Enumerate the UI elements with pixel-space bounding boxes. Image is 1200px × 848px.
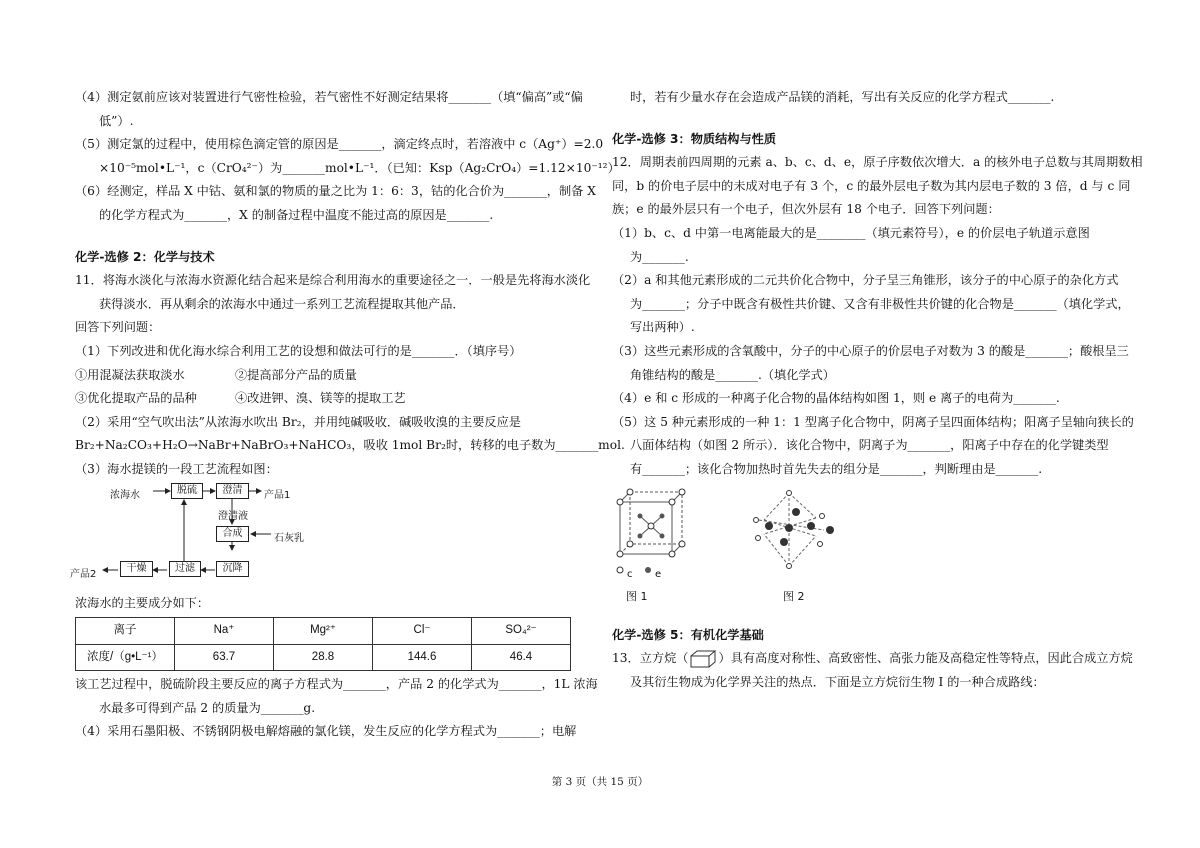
table-header-cell: Cl⁻ — [373, 618, 472, 645]
option-4: ④改进钾、溴、镁等的提取工艺 — [235, 391, 406, 406]
page-footer: 第 3 页（共 15 页） — [551, 776, 649, 788]
table-header-cell: Mg²⁺ — [274, 618, 373, 645]
flow-lime-label: 石灰乳 — [274, 532, 304, 544]
option-1: ①用混凝法获取淡水 — [75, 367, 185, 382]
q12-part5-line1: （5）这 5 种元素形成的一种 1：1 型离子化合物中，阴离子呈四面体结构；阳离子呈轴向狭长的 — [612, 414, 1134, 429]
q12-part3-line2: 角锥结构的酸是_______.（填化学式） — [630, 367, 835, 382]
table-header-cell: 离子 — [76, 618, 175, 645]
flow-clear-liquid-label: 澄清液 — [218, 510, 248, 522]
q13-line1 — [612, 647, 1132, 671]
crystal-figures — [612, 482, 912, 612]
q10-4-line2: 低”）. — [99, 113, 134, 128]
q10-4-line1: （4）测定氨前应该对装置进行气密性检验，若气密性不好测定结果将_______（填“偏高”或“偏 — [75, 90, 583, 104]
q11-part2-line1: （2）采用“空气吹出法”从浓海水吹出 Br₂，并用纯碱吸收．碱吸收溴的主要反应是 — [75, 414, 521, 429]
section-3-title: 化学-选修 3：物质结构与性质 — [612, 131, 777, 146]
q12-part2-line1: （2）a 和其他元素形成的二元共价化合物中，分子呈三角锥形，该分子的中心原子的杂化方式 — [612, 273, 1119, 288]
options-row-2 — [75, 387, 595, 411]
q11-part3b-line1: 该工艺过程中，脱硫阶段主要反应的离子方程式为_______，产品 2 的化学式为_______，1L 浓海 — [75, 677, 598, 692]
flow-filter-box: 过滤 — [169, 561, 201, 577]
table-cell: 63.7 — [175, 644, 274, 671]
option-3: ③优化提取产品的品种 — [75, 391, 197, 406]
table-cell: 46.4 — [472, 644, 571, 671]
left-column — [70, 86, 625, 744]
option-2: ②提高部分产品的质量 — [235, 367, 357, 382]
table-row-label: 浓度/（g•L⁻¹） — [76, 644, 175, 671]
q12-part1-line2: 为_______. — [630, 249, 689, 264]
q11-intro-line1: 11．将海水淡化与浓海水资源化结合起来是综合利用海水的重要途径之一．一般是先将海水淡化 — [75, 273, 591, 288]
q13-line1-post: ）具有高度对称性、高致密性、高张力能及高稳定性等特点，因此合成立方烷 — [718, 651, 1133, 666]
table-header-row — [76, 618, 571, 645]
q13-line1-pre: 13．立方烷（ — [612, 651, 689, 666]
q11-part2-line2: Br₂+Na₂CO₃+H₂O→NaBr+NaBrO₃+NaHCO₃，吸收 1mol Br₂时，转移的电子数为_______mol. — [75, 438, 625, 453]
flow-product2-label: 产品2 — [70, 568, 97, 580]
q12-intro-line3: 族；e 的最外层只有一个电子，但次外层有 18 个电子．回答下列问题： — [612, 202, 1000, 217]
figure-2-octahedron — [744, 488, 854, 578]
figure-1-legend-e: e — [655, 568, 662, 580]
q12-part3-line1: （3）这些元素形成的含氧酸中，分子的中心原子的价层电子对数为 3 的酸是_______；酸根呈三 — [612, 343, 1129, 358]
flow-synthesis-box: 合成 — [216, 526, 249, 542]
q12-part2-line3: 写出两种）. — [630, 320, 695, 335]
table-cell: 28.8 — [274, 644, 373, 671]
section-2-title: 化学-选修 2：化学与技术 — [75, 249, 215, 264]
options-row-1 — [75, 364, 595, 388]
composition-title: 浓海水的主要成分如下： — [75, 595, 210, 610]
flow-product1-label: 产品1 — [264, 489, 291, 501]
q11-prompt: 回答下列问题： — [75, 320, 161, 335]
q11-intro-line2: 获得淡水．再从剩余的浓海水中通过一系列工艺流程提取其他产品． — [99, 296, 465, 311]
q11-part3: （3）海水提镁的一段工艺流程如图： — [75, 461, 278, 476]
figure-1-caption: 图 1 — [626, 589, 648, 603]
table-header-cell: Na⁺ — [175, 618, 274, 645]
flow-input-label: 浓海水 — [110, 489, 140, 501]
q12-part4: （4）e 和 c 形成的一种离子化合物的晶体结构如图 1，则 e 离子的电荷为_______. — [612, 391, 1060, 406]
q10-6-line1: （6）经测定，样品 X 中钴、氨和氯的物质的量之比为 1：6：3，钴的化合价为_______，制备 X — [75, 184, 596, 199]
q12-part2-line2: 为_______；分子中既含有极性共价键、又含有非极性共价键的化合物是_______（填化学式， — [630, 296, 1130, 311]
flow-diagram — [70, 482, 375, 592]
q13-line2: 及其衍生物成为化学界关注的热点．下面是立方烷衍生物 I 的一种合成路线： — [630, 674, 1045, 689]
table-cell: 144.6 — [373, 644, 472, 671]
q11-part4-line2: 时，若有少量水存在会造成产品镁的消耗，写出有关反应的化学方程式_______. — [630, 90, 1055, 104]
q10-5-line2: ×10⁻⁵mol•L⁻¹，c（CrO₄²⁻）为_______mol•L⁻¹．（已知：Ksp（Ag₂CrO₄）=1.12×10⁻¹²） — [99, 160, 620, 175]
q12-part5-line3: 有_______；该化合物加热时首先失去的组分是_______，判断理由是_______. — [630, 461, 1043, 476]
figure-1-legend-c: c — [627, 568, 633, 580]
q12-intro-line2: 同，b 的价电子层中的未成对电子有 3 个，c 的最外层电子数为其内层电子数的 3 倍，d 与 c 同 — [612, 178, 1131, 193]
flow-clarify-box: 澄清 — [216, 483, 249, 499]
q11-part1: （1）下列改进和优化海水综合利用工艺的设想和做法可行的是_______．（填序号） — [75, 343, 522, 358]
q11-part4-line1: （4）采用石墨阳极、不锈钢阴极电解熔融的氯化镁，发生反应的化学方程式为_______；电解 — [75, 724, 577, 739]
ion-table — [75, 617, 571, 671]
q12-part5-line2: 八面体结构（如图 2 所示）．该化合物中，阴离子为_______，阳离子中存在的化学键类型 — [630, 438, 1109, 453]
q11-part3b-line2: 水最多可得到产品 2 的质量为_______g. — [99, 700, 316, 715]
figure-2-caption: 图 2 — [783, 589, 805, 603]
table-header-cell: SO₄²⁻ — [472, 618, 571, 645]
flow-desulfurize-box: 脱硫 — [171, 483, 203, 499]
flow-settle-box: 沉降 — [216, 561, 249, 577]
q10-6-line2: 的化学方程式为_______，X 的制备过程中温度不能过高的原因是_______. — [99, 207, 494, 222]
figure-1-crystal-cell — [612, 486, 692, 590]
table-row — [76, 644, 571, 671]
q12-part1-line1: （1）b、c、d 中第一电离能最大的是________（填元素符号），e 的价层电子轨道示意图 — [612, 225, 1090, 240]
section-5-title: 化学-选修 5：有机化学基础 — [612, 627, 764, 642]
flow-dry-box: 干燥 — [120, 561, 153, 577]
q12-intro-line1: 12．周期表前四周期的元素 a、b、c、d、e，原子序数依次增大．a 的核外电子总数与其周期数相 — [612, 155, 1143, 170]
cube-icon — [688, 649, 718, 669]
right-column — [612, 86, 1143, 694]
q10-5-line1: （5）测定氯的过程中，使用棕色滴定管的原因是_______，滴定终点时，若溶液中 c（Ag⁺）=2.0 — [75, 137, 604, 152]
